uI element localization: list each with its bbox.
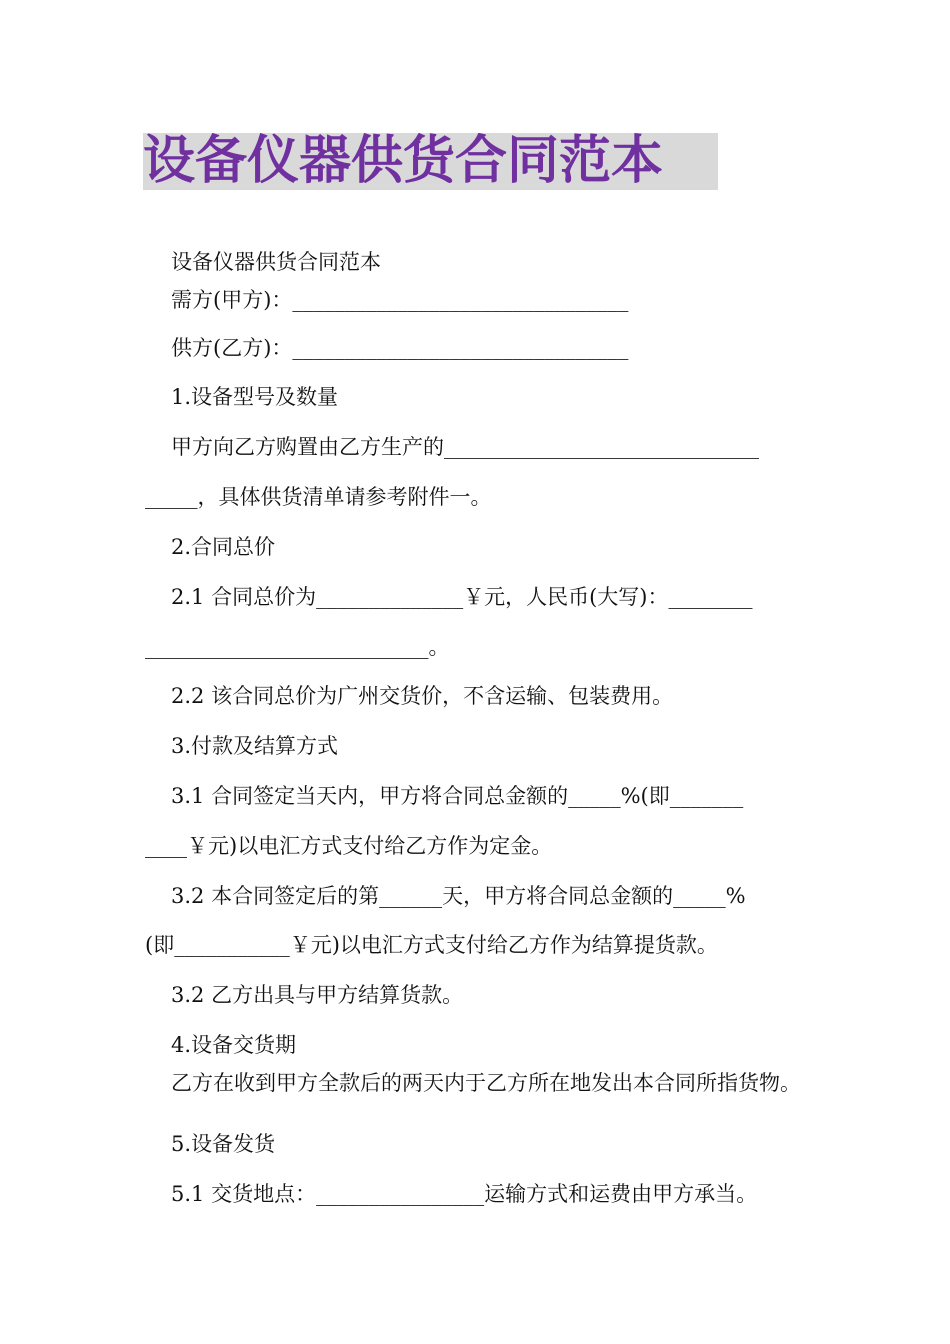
party-a-line: 需方(甲方)：________________________________ xyxy=(171,288,629,312)
paragraph-line: 5.1 交货地点：________________运输方式和运费由甲方承当。 xyxy=(171,1182,758,1206)
section-heading: 2.合同总价 xyxy=(171,535,276,559)
paragraph-line: ___________________________。 xyxy=(145,635,450,659)
paragraph-line: _____，具体供货清单请参考附件一。 xyxy=(145,485,492,509)
section-heading: 4.设备交货期 xyxy=(171,1033,297,1057)
subtitle-line: 设备仪器供货合同范本 xyxy=(171,250,381,274)
section-heading: 1.设备型号及数量 xyxy=(171,385,339,409)
paragraph-line: (即___________￥元)以电汇方式支付给乙方作为结算提货款。 xyxy=(145,933,718,957)
document-title: 设备仪器供货合同范本 xyxy=(143,133,718,190)
paragraph-line: 乙方在收到甲方全款后的两天内于乙方所在地发出本合同所指货物。 xyxy=(171,1071,801,1095)
paragraph-line: 2.1 合同总价为______________￥元，人民币(大写)：________ xyxy=(171,585,753,609)
section-heading: 3.付款及结算方式 xyxy=(171,734,339,758)
paragraph-line: ____￥元)以电汇方式支付给乙方作为定金。 xyxy=(145,834,553,858)
paragraph-line: 3.2 本合同签定后的第______天，甲方将合同总金额的_____% xyxy=(171,884,746,908)
paragraph-line: 3.1 合同签定当天内，甲方将合同总金额的_____%(即_______ xyxy=(171,784,744,808)
party-b-line: 供方(乙方)：________________________________ xyxy=(171,336,629,360)
paragraph-line: 3.2 乙方出具与甲方结算货款。 xyxy=(171,983,464,1007)
section-heading: 5.设备发货 xyxy=(171,1132,276,1156)
paragraph-line: 甲方向乙方购置由乙方生产的______________________________ xyxy=(171,435,759,459)
paragraph-line: 2.2 该合同总价为广州交货价，不含运输、包装费用。 xyxy=(171,684,674,708)
